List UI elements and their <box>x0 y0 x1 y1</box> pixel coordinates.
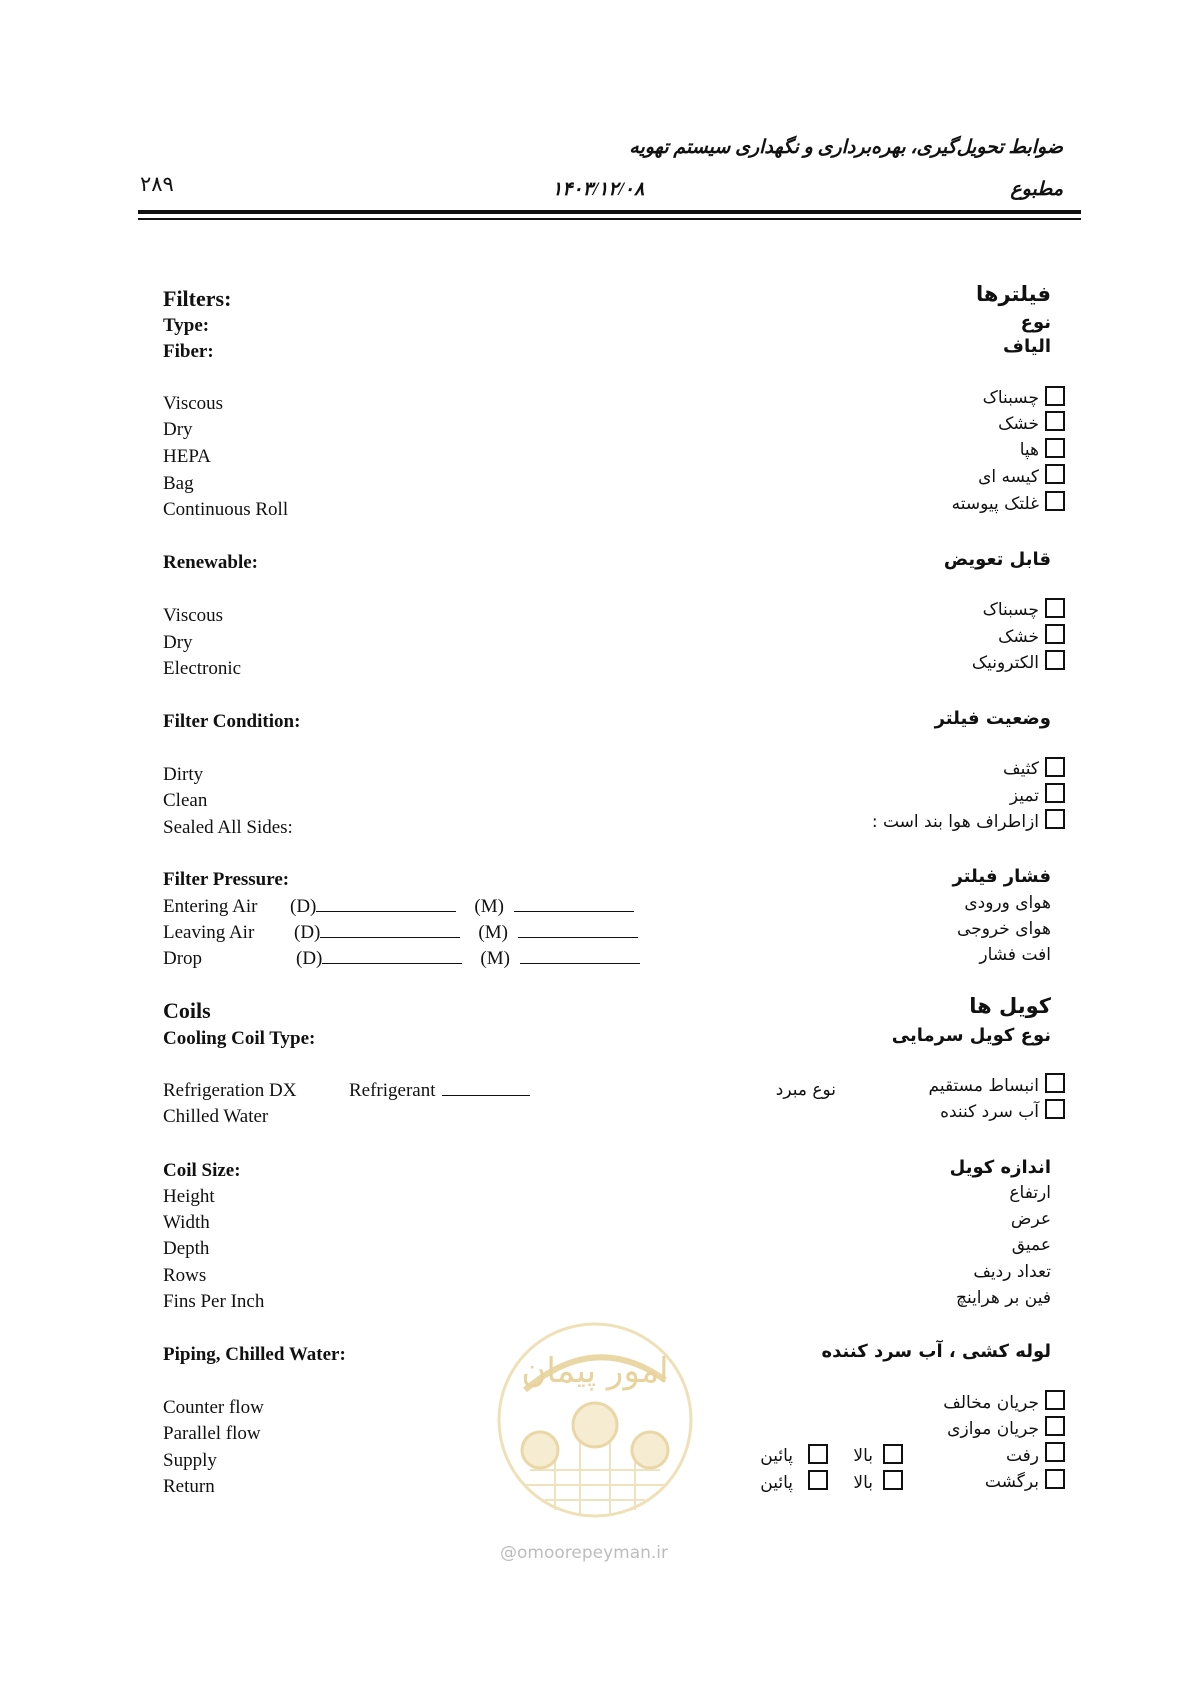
coil-size-row: Height <box>163 1186 215 1207</box>
condition-option: Clean <box>163 790 208 811</box>
piping-option: Counter flow <box>163 1397 264 1418</box>
filter-condition-label: Filter Condition: <box>163 711 301 732</box>
d-label: (D) <box>294 922 321 943</box>
cooling-coil-type-label-fa: نوع کویل سرمایی <box>891 1025 1051 1046</box>
renewable-checkbox[interactable] <box>1045 598 1065 618</box>
coil-size-row: Width <box>163 1212 210 1233</box>
cooling-checkbox[interactable] <box>1045 1099 1065 1119</box>
condition-checkbox[interactable] <box>1045 809 1065 829</box>
fiber-option: Dry <box>163 419 193 440</box>
watermark-logo <box>495 1320 695 1520</box>
renewable-label-fa: قابل تعویض <box>943 549 1051 570</box>
coils-heading: Coils <box>163 998 211 1023</box>
refrigerant-label: Refrigerant <box>349 1080 436 1101</box>
pressure-row-entering <box>163 896 634 918</box>
cooling-checkbox[interactable] <box>1045 1073 1065 1093</box>
pressure-row-drop <box>163 948 640 970</box>
m-value-line[interactable] <box>520 962 640 964</box>
pressure-row-label: Leaving Air <box>163 922 255 943</box>
filters-heading: Filters: <box>163 286 232 311</box>
pressure-row-label: Entering Air <box>163 896 258 917</box>
return-down-label: پائین <box>760 1473 793 1493</box>
filter-pressure-label: Filter Pressure: <box>163 869 290 890</box>
supply-up-checkbox[interactable] <box>883 1444 903 1464</box>
refrigerant-value-line[interactable] <box>442 1094 530 1096</box>
filter-condition-label-fa: وضعیت فیلتر <box>934 708 1051 729</box>
piping-checkbox[interactable] <box>1045 1442 1065 1462</box>
document-subtitle: مطبوع <box>1010 179 1063 200</box>
supply-down-label: پائین <box>760 1446 793 1466</box>
fiber-option-fa: چسبناک <box>982 388 1039 408</box>
coil-size-row: Rows <box>163 1265 207 1286</box>
filter-type-label-fa: نوع <box>1020 312 1051 333</box>
fiber-option-fa: خشک <box>998 414 1039 434</box>
renewable-option-fa: الکترونیک <box>971 653 1039 673</box>
coil-size-row: Depth <box>163 1238 210 1259</box>
piping-option: Return <box>163 1476 215 1497</box>
header-rule <box>138 210 1081 214</box>
pressure-row-fa: هوای ورودی <box>964 893 1051 913</box>
cooling-option-fa: انبساط مستقیم <box>928 1076 1039 1096</box>
filter-pressure-label-fa: فشار فیلتر <box>952 866 1051 887</box>
coil-size-label-fa: اندازه کویل <box>949 1157 1051 1178</box>
pressure-row-fa: هوای خروجی <box>957 919 1051 939</box>
d-label: (D) <box>296 948 323 969</box>
piping-option-fa: رفت <box>1005 1446 1039 1466</box>
fiber-checkbox[interactable] <box>1045 438 1065 458</box>
renewable-label: Renewable: <box>163 552 258 573</box>
d-label: (D) <box>290 896 317 917</box>
piping-option-fa: جریان مخالف <box>943 1393 1039 1413</box>
renewable-option: Viscous <box>163 605 224 626</box>
header-rule-thin <box>138 218 1081 220</box>
pressure-row-label: Drop <box>163 948 203 969</box>
filters-heading-fa: فیلترها <box>976 282 1051 306</box>
fiber-option: Viscous <box>163 393 224 414</box>
cooling-coil-type-label: Cooling Coil Type: <box>163 1028 316 1049</box>
renewable-option-fa: خشک <box>998 627 1039 647</box>
condition-option-fa: تمیز <box>1009 786 1039 806</box>
fiber-option-fa: کیسه ای <box>978 467 1039 487</box>
condition-option-fa: کثیف <box>1003 759 1039 779</box>
coils-heading-fa: کویل ها <box>969 994 1051 1018</box>
coil-size-row-fa: عرض <box>1010 1209 1051 1229</box>
supply-up-label: بالا <box>853 1446 873 1466</box>
fiber-option-fa: هپا <box>1019 440 1039 460</box>
d-value-line[interactable] <box>322 962 462 964</box>
fiber-option: Continuous Roll <box>163 499 289 520</box>
cooling-option: Refrigeration DX <box>163 1080 297 1101</box>
coil-size-row-fa: عمیق <box>1011 1235 1051 1255</box>
return-up-label: بالا <box>853 1473 873 1493</box>
condition-checkbox[interactable] <box>1045 783 1065 803</box>
piping-option: Supply <box>163 1450 217 1471</box>
filter-fiber-label-fa: الیاف <box>1003 336 1051 357</box>
refrigerant-label-fa: نوع مبرد <box>775 1080 836 1100</box>
fiber-checkbox[interactable] <box>1045 491 1065 511</box>
fiber-checkbox[interactable] <box>1045 411 1065 431</box>
condition-checkbox[interactable] <box>1045 757 1065 777</box>
m-label: (M) <box>480 948 510 969</box>
piping-label-fa: لوله کشی ، آب سرد کننده <box>821 1341 1051 1362</box>
coil-size-row: Fins Per Inch <box>163 1291 265 1312</box>
renewable-checkbox[interactable] <box>1045 650 1065 670</box>
piping-option: Parallel flow <box>163 1423 261 1444</box>
m-value-line[interactable] <box>518 936 638 938</box>
piping-checkbox[interactable] <box>1045 1390 1065 1410</box>
coil-size-row-fa: ارتفاع <box>1009 1183 1051 1203</box>
coil-size-label: Coil Size: <box>163 1160 241 1181</box>
coil-size-row-fa: فین بر هراینچ <box>955 1288 1051 1308</box>
fiber-checkbox[interactable] <box>1045 386 1065 406</box>
document-title: ضوابط تحویل‌گیری، بهره‌برداری و نگهداری سیستم تهویه <box>629 137 1063 158</box>
return-up-checkbox[interactable] <box>883 1470 903 1490</box>
cooling-option-fa: آب سرد کننده <box>940 1102 1039 1122</box>
m-label: (M) <box>474 896 504 917</box>
watermark-logo-text: امور پیمان <box>521 1351 669 1391</box>
return-down-checkbox[interactable] <box>808 1470 828 1490</box>
pressure-row-leaving <box>163 922 638 944</box>
supply-down-checkbox[interactable] <box>808 1444 828 1464</box>
fiber-option: Bag <box>163 473 194 494</box>
fiber-option-fa: غلتک پیوسته <box>951 494 1039 514</box>
filter-fiber-label: Fiber: <box>163 341 214 362</box>
fiber-option: HEPA <box>163 446 211 467</box>
piping-option-fa: جریان موازی <box>947 1419 1039 1439</box>
m-label: (M) <box>478 922 508 943</box>
piping-checkbox[interactable] <box>1045 1469 1065 1489</box>
renewable-option: Electronic <box>163 658 242 679</box>
renewable-option: Dry <box>163 632 193 653</box>
condition-option: Dirty <box>163 764 204 785</box>
fiber-checkbox[interactable] <box>1045 464 1065 484</box>
refrigerant-field <box>349 1080 530 1102</box>
d-value-line[interactable] <box>320 936 460 938</box>
condition-option: Sealed All Sides: <box>163 817 293 838</box>
m-value-line[interactable] <box>514 910 634 912</box>
cooling-option: Chilled Water <box>163 1106 269 1127</box>
d-value-line[interactable] <box>316 910 456 912</box>
coil-size-row-fa: تعداد ردیف <box>973 1262 1051 1282</box>
watermark-url: @omoorepeyman.ir <box>500 1543 669 1563</box>
piping-label: Piping, Chilled Water: <box>163 1344 346 1365</box>
condition-option-fa: ازاطراف هوا بند است : <box>871 812 1039 832</box>
piping-checkbox[interactable] <box>1045 1416 1065 1436</box>
page-number: ۲۸۹ <box>140 172 174 196</box>
filter-type-label: Type: <box>163 315 210 336</box>
piping-option-fa: برگشت <box>984 1472 1039 1492</box>
pressure-row-fa: افت فشار <box>979 945 1051 965</box>
renewable-option-fa: چسبناک <box>982 600 1039 620</box>
document-date: ۱۴۰۳/۱۲/۰۸ <box>552 179 645 200</box>
renewable-checkbox[interactable] <box>1045 624 1065 644</box>
